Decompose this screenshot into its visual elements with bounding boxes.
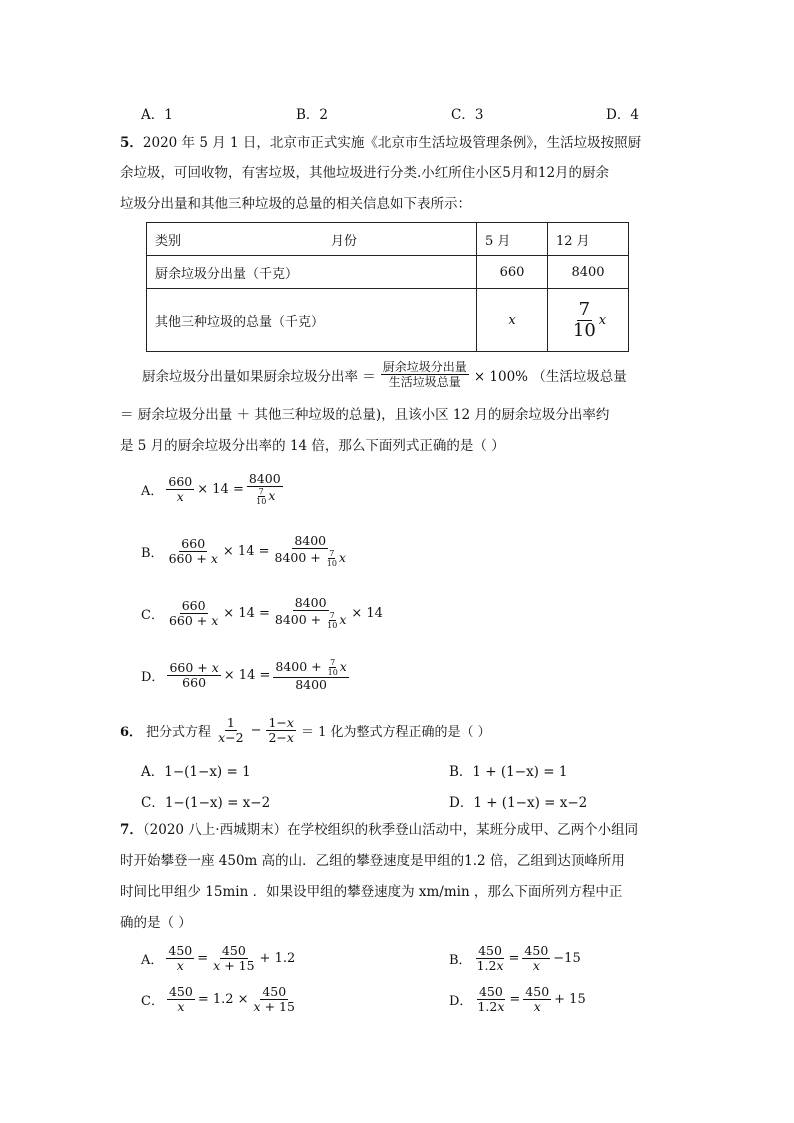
q7-stem-line4: 确的是（ ） [120,915,192,931]
q5-stem-line2: 余垃圾，可回收物，有害垃圾，其他垃圾进行分类.小红所住小区5月和12月的厨余 [120,165,610,181]
q5-stem-line5: ＝ 厨余垃圾分出量 ＋ 其他三种垃圾的总量)，且该小区 12 月的厨余垃圾分出率约 [120,407,610,423]
q7-option-b: B． $\frac{450}{1.2x}$ = $\frac{450}{x}$ −15 [449,943,581,973]
q7-stem-line2: 时开始攀登一座 450m 高的山．乙组的攀登速度是甲组的1.2 倍，乙组到达顶峰所用 [120,853,625,869]
q6-option-b: B．1 + (1−x) = 1 [449,764,568,780]
q6-number: 6． [120,725,143,740]
q6-option-d: D．1 + (1−x) = x−2 [449,795,588,811]
table-header-may: 5 月 [477,223,548,256]
q5-option-b: B． $\frac{660}{660 + x}$ × 14 = 8400 8400 + $\frac{7}{10}$ x [141,533,346,568]
q5-data-table [146,222,629,352]
table-row1-label: 厨余垃圾分出量（千克） [147,256,477,289]
q5-stem-line3: 垃圾分出量和其他三种垃圾的总量的相关信息如下表所示： [120,196,471,212]
q6-option-c: C．1−(1−x) = x−2 [141,795,271,811]
q4-option-c: C．3 [451,107,484,123]
q4-option-d: D．4 [606,107,639,123]
q7-stem-line3: 时间比甲组少 15min ．如果设甲组的攀登速度为 xm/min ，那么下面所列方程中正 [120,884,623,900]
q7-option-a: A． $\frac{450}{x}$ = $\frac{450}{x + 15}$ + 1.2 [141,943,296,973]
q5-number: 5． [120,135,143,151]
table-header-category: 类别 月份 [147,223,477,256]
q4-option-a: A．1 [141,107,173,123]
table-row2-dec: $\frac{7}{10}$ x [548,289,629,352]
table-header-dec: 12 月 [548,223,629,256]
q5-stem-line6: 是 5 月的厨余垃圾分出率的 14 倍，那么下面列式正确的是（ ） [120,438,505,454]
q5-definition: 厨余垃圾分出量如果厨余垃圾分出率 ＝ $\frac{\text{厨余垃圾分出量}}{\text{生活垃圾总量}}$ × 100% （生活垃圾总量 [142,360,627,389]
table-row1-dec: 8400 [548,256,629,289]
q7-number: 7． [120,822,143,838]
q6-stem: 6． 把分式方程 $\frac{1}{x-2}$ − $\frac{1-x}{2-x}$ ＝ 1 化为整式方程正确的是（ ） [120,715,491,745]
table-row1-may: 660 [477,256,548,289]
q7-stem-line1: 7．（2020 八上·西城期末）在学校组织的秋季登山活动中，某班分成甲、乙两个小组同 [120,822,639,838]
q5-option-a: A． $\frac{660}{x}$ × 14 = 8400 $\frac{7}{10}$ x [141,471,281,506]
q7-option-c: C． $\frac{450}{x}$ = 1.2 × $\frac{450}{x + 15}$ [141,984,295,1014]
table-row2-label: 其他三种垃圾的总量（千克） [147,289,477,352]
q5-option-c: C． $\frac{660}{660 + x}$ × 14 = 8400 8400 + $\frac{7}{10}$ x × 14 [141,595,383,630]
q4-option-b: B．2 [296,107,329,123]
q5-option-d: D． $\frac{660 + x}{660}$ × 14 = 8400 + $\frac{7}{10}$ x 8400 [141,658,347,692]
q5-stem-line1: 5．2020 年 5 月 1 日，北京市正式实施《北京市生活垃圾管理条例》，生活垃圾按照厨 [120,135,642,151]
q6-option-a: A．1−(1−x) = 1 [141,764,251,780]
q7-option-d: D． $\frac{450}{1.2x}$ = $\frac{450}{x}$ + 15 [449,984,586,1014]
table-row2-may: x [477,289,548,352]
